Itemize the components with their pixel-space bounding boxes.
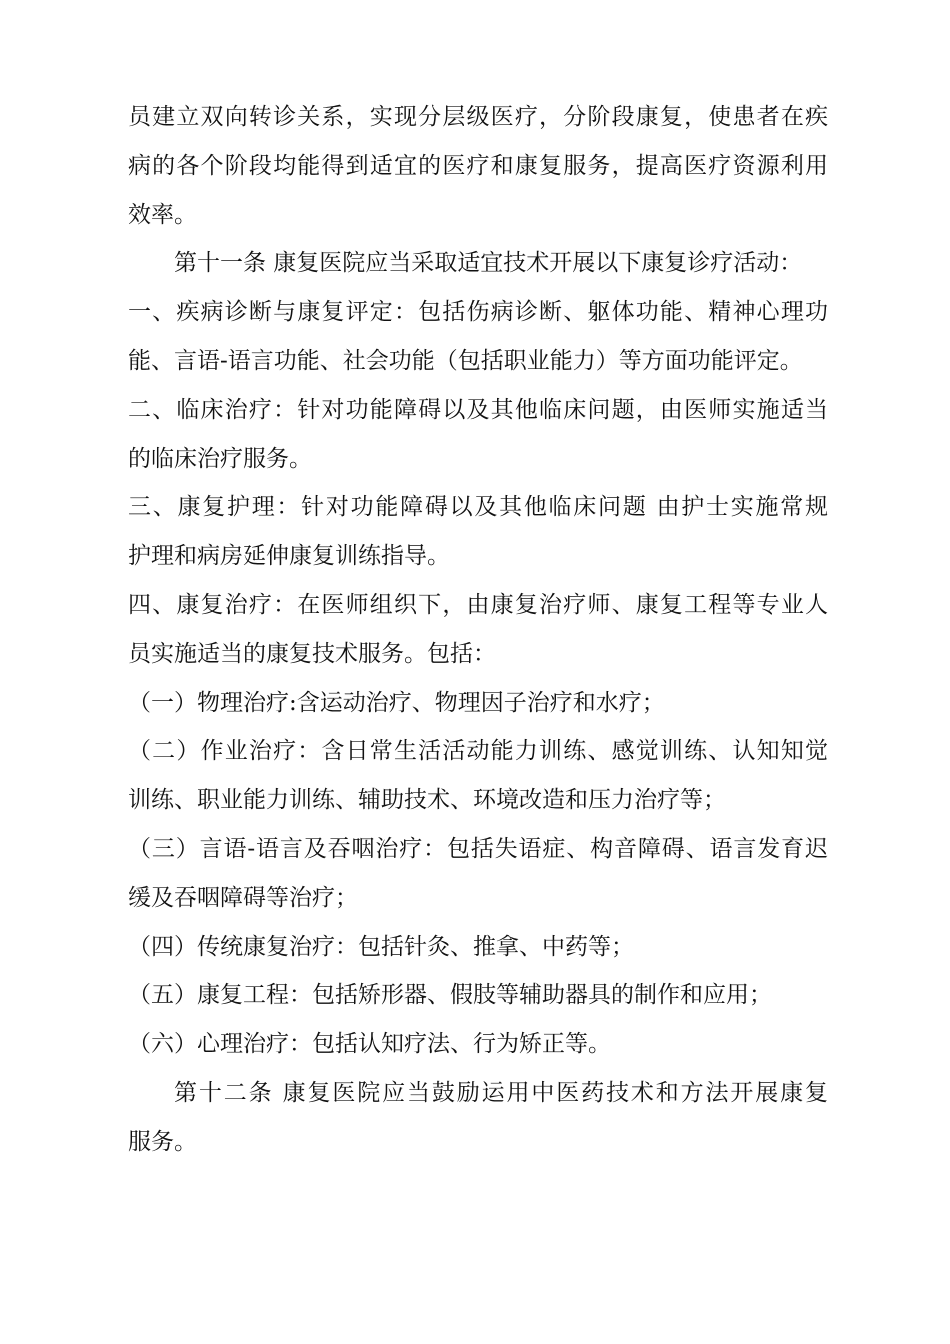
list-item: （一）物理治疗:含运动治疗、物理因子治疗和水疗；	[128, 689, 665, 716]
text-line: 服务。	[128, 1128, 197, 1155]
text-line: 护理和病房延伸康复训练指导。	[128, 543, 450, 570]
text-line: 员实施适当的康复技术服务。包括：	[128, 640, 496, 667]
list-item: （五）康复工程：包括矫形器、假肢等辅助器具的制作和应用；	[128, 982, 772, 1009]
text-line: 员建立双向转诊关系，实现分层级医疗，分阶段康复，使患者在疾	[128, 104, 828, 130]
list-item: （六）心理治疗：包括认知疗法、行为矫正等。	[128, 1031, 611, 1058]
list-item: （三）言语-语言及吞咽治疗：包括失语症、构音障碍、语言发育迟	[128, 835, 828, 862]
text-line: 二、临床治疗：针对功能障碍以及其他临床问题，由医师实施适当	[128, 396, 828, 423]
text-line: 三、康复护理：针对功能障碍以及其他临床问题 由护士实施常规	[128, 494, 828, 521]
article-12-heading: 第十二条 康复医院应当鼓励运用中医药技术和方法开展康复	[174, 1079, 828, 1106]
list-item: （四）传统康复治疗：包括针灸、推拿、中药等；	[128, 933, 634, 960]
text-line: 病的各个阶段均能得到适宜的医疗和康复服务，提高医疗资源利用	[128, 152, 828, 179]
text-line: 效率。	[128, 201, 197, 228]
text-line: 的临床治疗服务。	[128, 445, 312, 472]
document-body	[128, 93, 828, 1167]
text-line: 训练、职业能力训练、辅助技术、环境改造和压力治疗等；	[128, 787, 726, 814]
text-line: 四、康复治疗：在医师组织下，由康复治疗师、康复工程等专业人	[128, 591, 828, 618]
text-line: 缓及吞咽障碍等治疗；	[128, 884, 358, 911]
list-item: （二）作业治疗：含日常生活活动能力训练、感觉训练、认知知觉	[128, 738, 828, 765]
text-line: 一、疾病诊断与康复评定：包括伤病诊断、躯体功能、精神心理功	[128, 299, 828, 326]
text-line: 能、言语-语言功能、社会功能（包括职业能力）等方面功能评定。	[128, 347, 803, 374]
article-11-heading: 第十一条 康复医院应当采取适宜技术开展以下康复诊疗活动：	[174, 250, 803, 277]
